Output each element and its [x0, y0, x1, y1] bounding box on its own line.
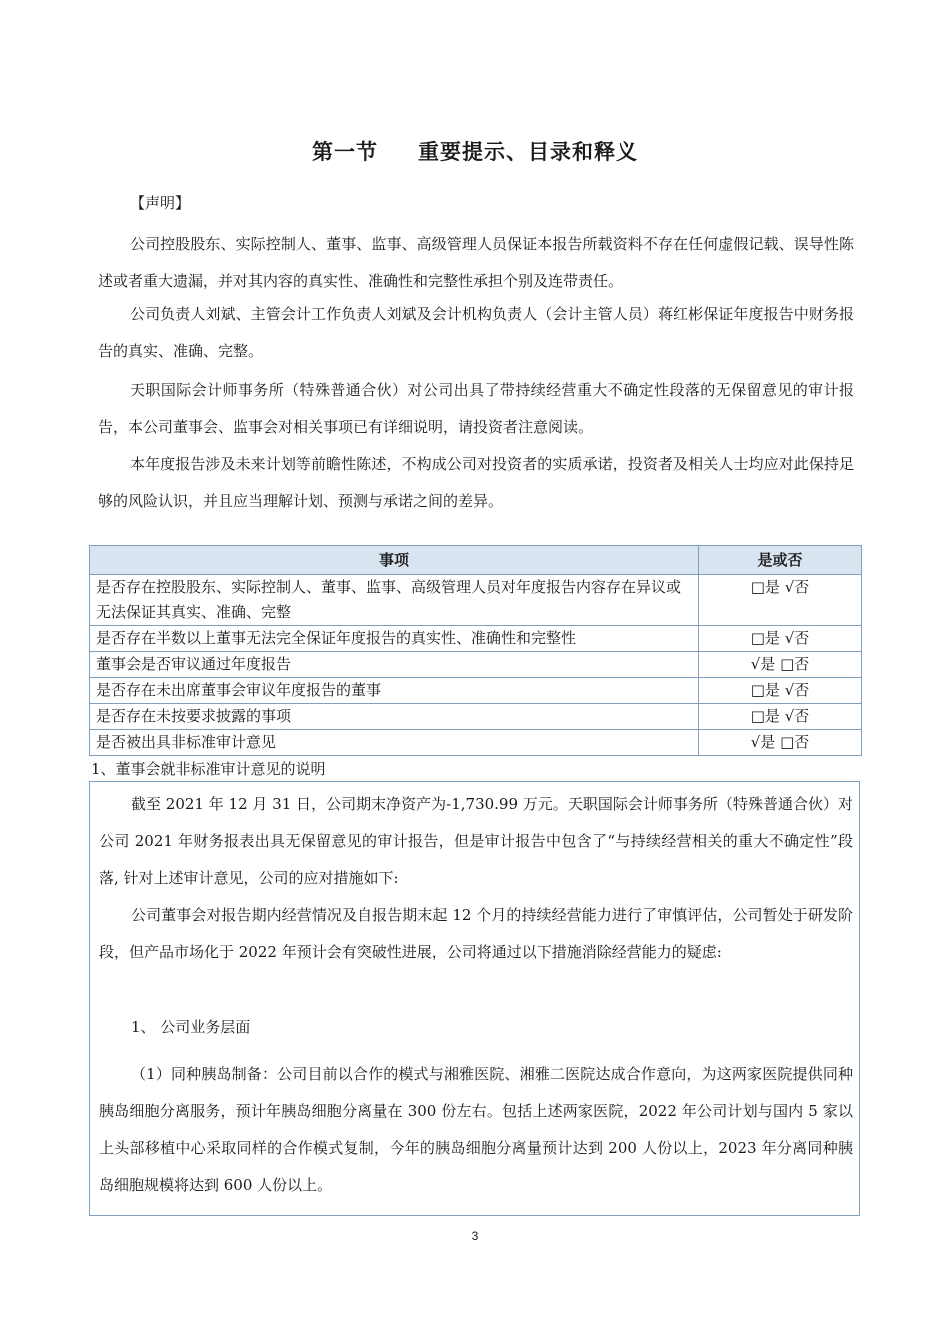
column-header-answer: 是或否	[699, 546, 862, 575]
explanation-heading: 1、董事会就非标准审计意见的说明	[91, 760, 326, 778]
table-row	[90, 575, 862, 626]
row-item: 董事会是否审议通过年度报告	[90, 652, 699, 678]
declaration-heading: 【声明】	[130, 194, 191, 212]
row-item: 是否存在控股股东、实际控制人、董事、监事、高级管理人员对年度报告内容存在异议或无法保证其真实、准确、完整	[90, 575, 699, 626]
row-item: 是否存在未按要求披露的事项	[90, 704, 699, 730]
explanation-paragraph-1: 截至 2021 年 12 月 31 日，公司期末净资产为-1,730.99 万元。天职国际会计师事务所（特殊普通合伙）对公司 2021 年财务报表出具无保留意见的审计报告，但是审计报告中包含了“与持续经营相关的重大不确定性”段落, 针对上述审计意见，公司的应对措施如下:	[99, 795, 853, 887]
row-answer: □是 √否	[699, 626, 862, 652]
row-answer: √是 □否	[699, 730, 862, 756]
table-row	[90, 704, 862, 730]
section-name: 重要提示、目录和释义	[418, 140, 638, 164]
row-item: 是否存在未出席董事会审议年度报告的董事	[90, 678, 699, 704]
row-item: 是否存在半数以上董事无法完全保证年度报告的真实性、准确性和完整性	[90, 626, 699, 652]
row-answer: √是 □否	[699, 652, 862, 678]
table-row	[90, 626, 862, 652]
declaration-paragraph-3: 天职国际会计师事务所（特殊普通合伙）对公司出具了带持续经营重大不确定性段落的无保留意见的审计报告，本公司董事会、监事会对相关事项已有详细说明，请投资者注意阅读。	[98, 381, 854, 436]
section-title	[0, 136, 950, 166]
page-number: 3	[471, 1229, 479, 1243]
declaration-paragraph-1: 公司控股股东、实际控制人、董事、监事、高级管理人员保证本报告所载资料不存在任何虚假记载、误导性陈述或者重大遗漏，并对其内容的真实性、准确性和完整性承担个别及连带责任。	[98, 235, 854, 290]
explanation-subheading: 1、 公司业务层面	[131, 1018, 251, 1036]
explanation-paragraph-2: 公司董事会对报告期内经营情况及自报告期末起 12 个月的持续经营能力进行了审慎评估，公司暂处于研发阶段，但产品市场化于 2022 年预计会有突破性进展，公司将通过以下措施消除经营能力的疑虑:	[99, 906, 853, 961]
explanation-box	[89, 781, 860, 1216]
column-header-item: 事项	[90, 546, 699, 575]
table-row	[90, 730, 862, 756]
row-answer: □是 √否	[699, 678, 862, 704]
matters-table	[89, 545, 862, 756]
section-number: 第一节	[312, 140, 378, 164]
declaration-paragraph-4: 本年度报告涉及未来计划等前瞻性陈述，不构成公司对投资者的实质承诺，投资者及相关人士均应对此保持足够的风险认识，并且应当理解计划、预测与承诺之间的差异。	[98, 455, 854, 510]
table-row	[90, 652, 862, 678]
table-row	[90, 678, 862, 704]
row-item: 是否被出具非标准审计意见	[90, 730, 699, 756]
row-answer: □是 √否	[699, 704, 862, 730]
row-answer: □是 √否	[699, 575, 862, 626]
table-header-row	[90, 546, 862, 575]
explanation-paragraph-3: （1）同种胰岛制备：公司目前以合作的模式与湘雅医院、湘雅二医院达成合作意向，为这两家医院提供同种胰岛细胞分离服务，预计年胰岛细胞分离量在 300 份左右。包括上述两家医院，2022 年公司计划与国内 5 家以上头部移植中心采取同样的合作模式复制，今年的胰岛细胞分离量预计达到 200 人份以上，2023 年分离同种胰岛细胞规模将达到 600 人份以上。	[99, 1065, 853, 1194]
declaration-paragraph-2: 公司负责人刘斌、主管会计工作负责人刘斌及会计机构负责人（会计主管人员）蒋红彬保证年度报告中财务报告的真实、准确、完整。	[98, 305, 854, 360]
